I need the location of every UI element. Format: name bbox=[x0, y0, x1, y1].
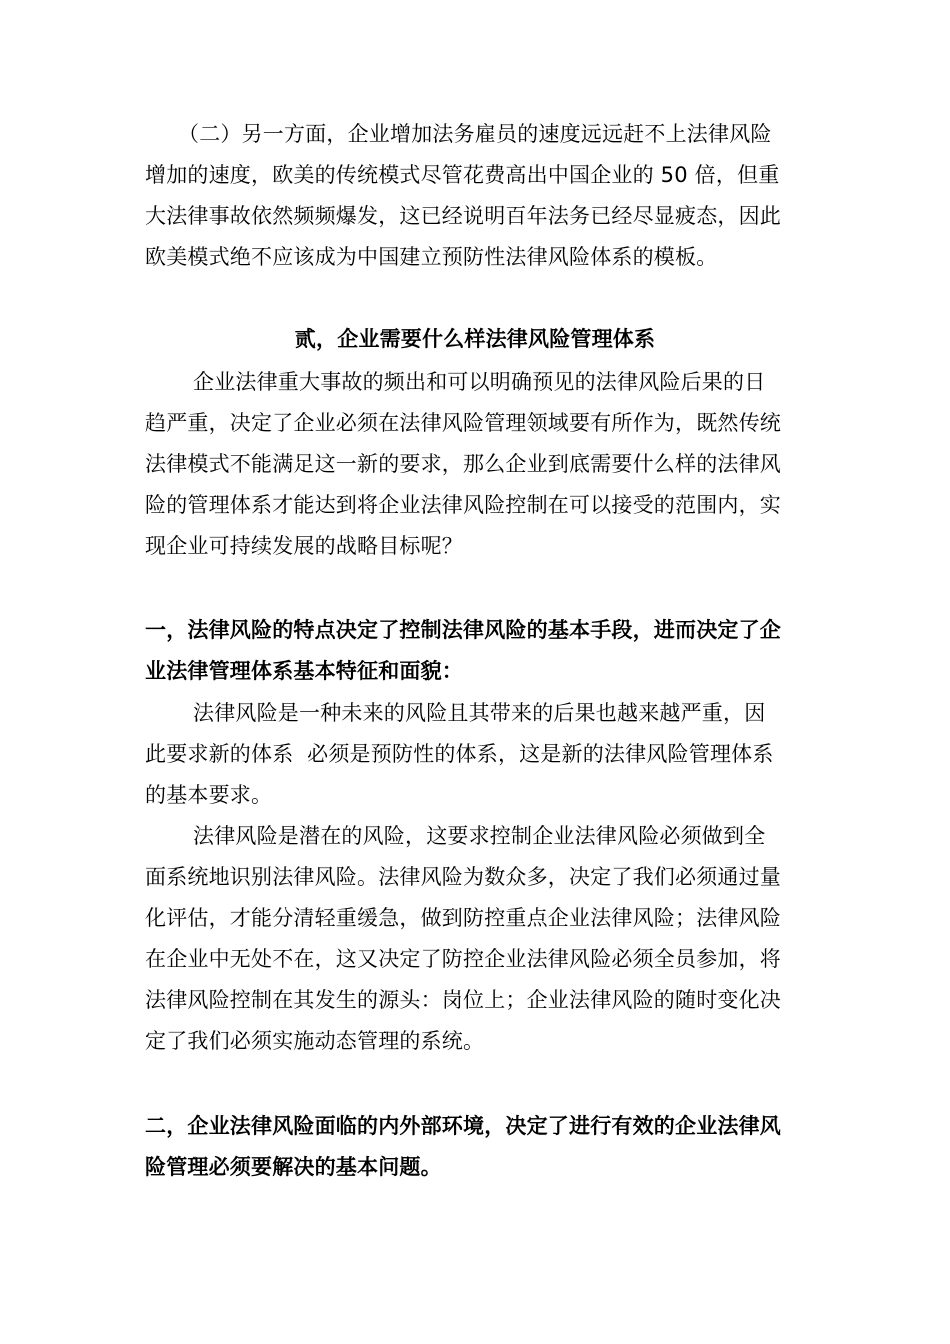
paragraph-3-line-3: 的基本要求。 bbox=[145, 783, 273, 807]
paragraph-2-line-2: 趋严重，决定了企业必须在法律风险管理领域要有所作为，既然传统 bbox=[145, 411, 781, 435]
paragraph-3-line-2: 此要求新的体系 必须是预防性的体系，这是新的法律风险管理体系 bbox=[145, 742, 774, 766]
paragraph-1-line-1: （二）另一方面，企业增加法务雇员的速度远远赶不上法律风险 bbox=[178, 122, 772, 146]
paragraph-4-line-3: 化评估，才能分清轻重缓急，做到防控重点企业法律风险；法律风险 bbox=[145, 906, 781, 930]
subheading-2-line-1: 二，企业法律风险面临的内外部环境，决定了进行有效的企业法律风 bbox=[145, 1114, 781, 1138]
paragraph-1-line-4: 欧美模式绝不应该成为中国建立预防性法律风险体系的模板。 bbox=[145, 245, 718, 269]
paragraph-2-line-1: 企业法律重大事故的频出和可以明确预见的法律风险后果的日 bbox=[193, 370, 766, 394]
paragraph-2-line-4: 险的管理体系才能达到将企业法律风险控制在可以接受的范围内，实 bbox=[145, 493, 781, 517]
paragraph-4-line-2: 面系统地识别法律风险。法律风险为数众多，决定了我们必须通过量 bbox=[145, 865, 781, 889]
paragraph-2-line-5: 现企业可持续发展的战略目标呢？ bbox=[145, 534, 463, 558]
paragraph-2-line-3: 法律模式不能满足这一新的要求，那么企业到底需要什么样的法律风 bbox=[145, 452, 781, 476]
paragraph-4-line-6: 定了我们必须实施动态管理的系统。 bbox=[145, 1029, 485, 1053]
paragraph-1-line-3: 大法律事故依然频频爆发，这已经说明百年法务已经尽显疲态，因此 bbox=[145, 204, 781, 228]
subheading-1-line-1: 一，法律风险的特点决定了控制法律风险的基本手段，进而决定了企 bbox=[145, 618, 781, 642]
subheading-2-line-2: 险管理必须要解决的基本问题。 bbox=[145, 1155, 442, 1179]
paragraph-1-line-2: 增加的速度，欧美的传统模式尽管花费高出中国企业的 50 倍，但重 bbox=[145, 163, 780, 187]
paragraph-3-line-1: 法律风险是一种未来的风险且其带来的后果也越来越严重，因 bbox=[193, 701, 766, 725]
paragraph-4-line-5: 法律风险控制在其发生的源头：岗位上；企业法律风险的随时变化决 bbox=[145, 988, 781, 1012]
section-heading-2: 贰，企业需要什么样法律风险管理体系 bbox=[294, 327, 656, 351]
paragraph-4-line-1: 法律风险是潜在的风险，这要求控制企业法律风险必须做到全 bbox=[193, 824, 766, 848]
subheading-1-line-2: 业法律管理体系基本特征和面貌： bbox=[145, 659, 463, 683]
paragraph-4-line-4: 在企业中无处不在，这又决定了防控企业法律风险必须全员参加，将 bbox=[145, 947, 781, 971]
